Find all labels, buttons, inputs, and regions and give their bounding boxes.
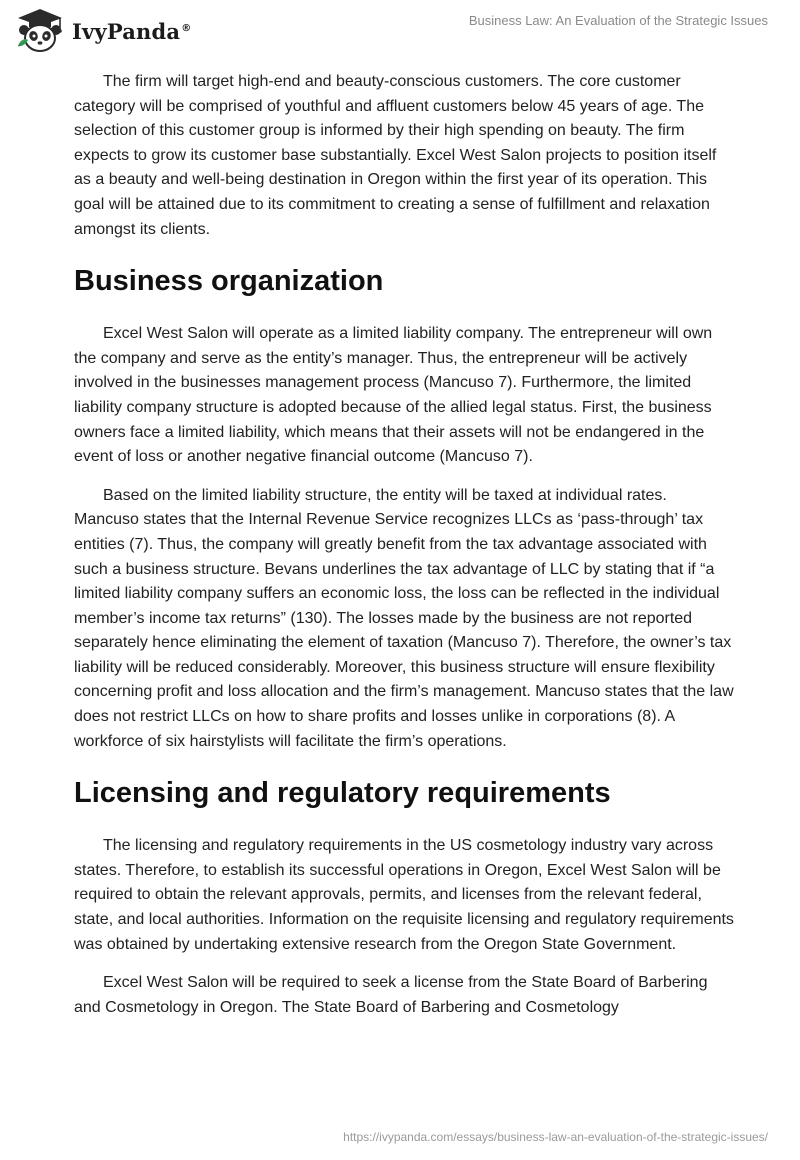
page-header — [0, 0, 800, 62]
paragraph-state-board-license: Excel West Salon will be required to seek a license from the State Board of Barbering and Cosmetology in Oregon. The State Board of Barbering and Cosmetology — [74, 974, 708, 1016]
paragraph-llc-operation: Excel West Salon will operate as a limited liability company. The entrepreneur will own the company and serve as the entity’s manager. Thus, the entrepreneur will be actively involved in the businesses management process (Mancuso 7). Furthermore, the limited liability company structure is adopted because of the allied legal status. First, the business owners face a limited liability, which means that their assets will not be endangered in the event of loss or another negative financial outcome (Mancuso 7). — [74, 325, 713, 466]
document-title: Business Law: An Evaluation of the Strategic Issues — [468, 13, 768, 28]
paragraph-target-customers: The firm will target high-end and beauty-conscious customers. The core customer category will be comprised of youthful and affluent customers below 45 years of age. The selection of this customer group is informed by their high spending on beauty. The firm expects to grow its customer base substantially. Excel West Salon projects to position itself as a beauty and well-being destination in Oregon within the first year of its operation. This goal will be attained due to its commitment to creating a sense of fulfillment and relaxation amongst its clients. — [74, 73, 717, 238]
heading-licensing-regulatory: Licensing and regulatory requirements — [74, 777, 611, 810]
logo-wordmark: IvyPanda® — [72, 18, 192, 44]
essay-body — [74, 70, 734, 1034]
paragraph-licensing-overview: The licensing and regulatory requirements in the US cosmetology industry vary across states. Therefore, to establish its successful operations in Oregon, Excel West Salon will be required to obtain the relevant approvals, permits, and licenses from the relevant federal, state, and local authorities. Information on the requisite licensing and regulatory requirements was obtained by undertaking extensive research from the Oregon State Government. — [74, 837, 734, 953]
source-url[interactable]: https://ivypanda.com/essays/business-law-an-evaluation-of-the-strategic-issues/ — [343, 1130, 768, 1144]
registered-mark: ® — [181, 22, 192, 34]
heading-business-organization: Business organization — [74, 265, 384, 298]
paragraph-llc-taxation: Based on the limited liability structure, the entity will be taxed at individual rates. Mancuso states that the Internal Revenue Service recognizes LLCs as ‘pass-through’ tax entities (7). Thus, the company will greatly benefit from the tax advantage associated with such a business structure. Bevans underlines the tax advantage of LLC by stating that if “a limited liability company suffers an economic loss, the loss can be reflected in the individual member’s income tax returns” (130). The losses made by the business are not reported separately hence eliminating the element of taxation (Mancuso 7). Therefore, the owner’s tax liability will be reduced considerably. Moreover, this business structure will ensure flexibility concerning profit and loss allocation and the firm’s management. Mancuso states that the law does not restrict LLCs on how to share profits and losses unlike in corporations (8). A workforce of six hairstylists will facilitate the firm’s operations. — [74, 486, 734, 750]
panda-graduate-icon — [14, 8, 66, 54]
ivypanda-logo[interactable] — [14, 8, 191, 54]
